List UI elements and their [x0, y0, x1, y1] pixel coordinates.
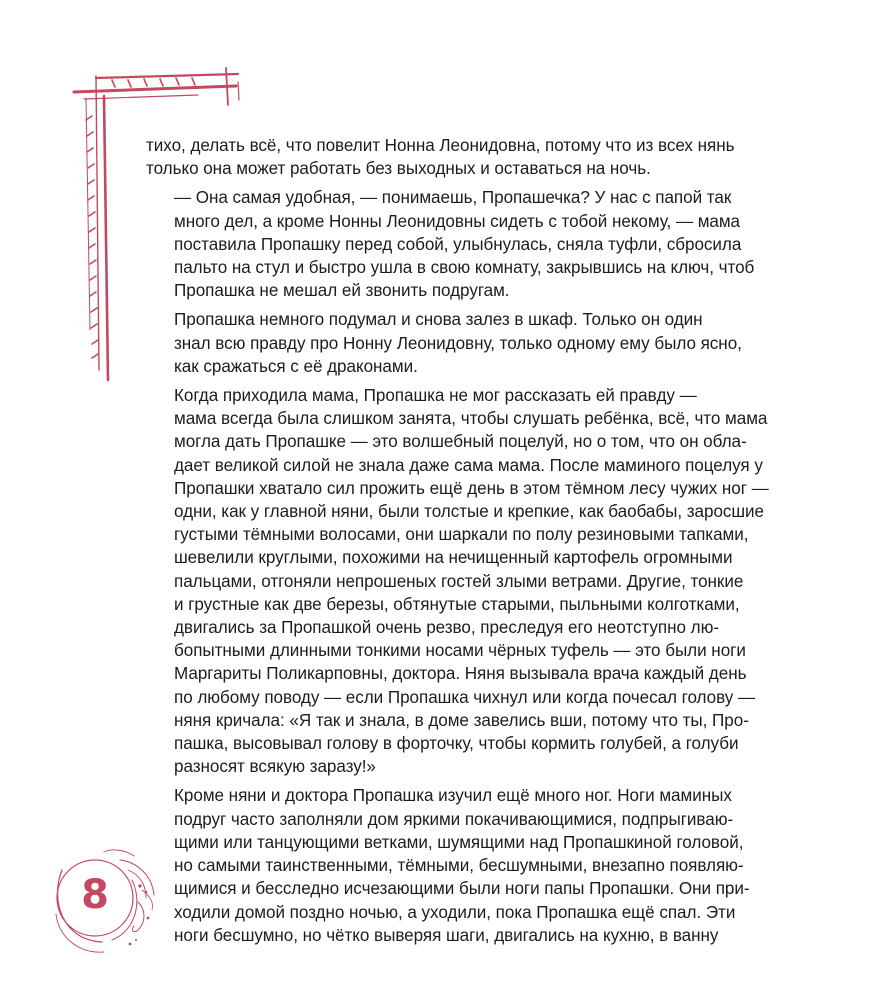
- text-line: дает великой силой не знала даже сама мама. После маминого поцелуя у: [174, 455, 763, 475]
- text-line: разносят всякую заразу!»: [174, 757, 376, 777]
- paragraph: [146, 134, 786, 180]
- paragraph: [146, 186, 786, 302]
- paragraph: [146, 784, 786, 946]
- text-line: одни, как у главной няни, были толстые и крепкие, как баобабы, заросшие: [174, 502, 765, 522]
- text-line: подруг часто заполняли дом яркими покачивающимися, подпрыгиваю-: [174, 809, 734, 829]
- text-line: Пропашка немного подумал и снова залез в шкаф. Только он один: [174, 310, 703, 330]
- text-line: ходили домой поздно ночью, а уходили, пока Пропашка ещё спал. Эти: [174, 902, 736, 922]
- text-line: няня кричала: «Я так и знала, в доме завелись вши, потому что ты, Про-: [174, 710, 749, 730]
- body-text: [146, 134, 786, 953]
- text-line: и грустные как две березы, обтянутые старыми, пыльными колготками,: [174, 594, 740, 614]
- text-line: только она может работать без выходных и оставаться на ночь.: [146, 159, 651, 179]
- text-line: густыми тёмными волосами, они шаркали по полу резиновыми тапками,: [174, 525, 749, 545]
- text-line: мама всегда была слишком занята, чтобы слушать ребёнка, всё, что мама: [174, 409, 768, 429]
- text-line: бопытными длинными тонкими носами чёрных туфель — это были ноги: [174, 641, 746, 661]
- text-line: щимися и бесследно исчезающими были ноги папы Пропашки. Они при-: [174, 879, 750, 899]
- text-line: могла дать Пропашке — это волшебный поцелуй, но о том, что он обла-: [174, 432, 747, 452]
- text-line: Когда приходила мама, Пропашка не мог рассказать ей правду —: [174, 386, 697, 406]
- text-line: пашка, высовывал голову в форточку, чтобы кормить голубей, а голуби: [174, 734, 739, 754]
- text-line: — Она самая удобная, — понимаешь, Пропашечка? У нас с папой так: [174, 188, 732, 208]
- text-line: Кроме няни и доктора Пропашка изучил ещё много ног. Ноги маминых: [174, 786, 732, 806]
- text-line: пальцами, отгоняли непрошеных гостей злыми ветрами. Другие, тонкие: [174, 571, 744, 591]
- text-line: Маргариты Поликарповны, доктора. Няня вызывала врача каждый день: [174, 664, 747, 684]
- text-line: знал всю правду про Нонну Леонидовну, только одному ему было ясно,: [174, 333, 742, 353]
- page-number: 8: [81, 872, 109, 918]
- text-line: как сражаться с её драконами.: [174, 356, 418, 376]
- text-line: пальто на стул и быстро ушла в свою комнату, закрывшись на ключ, чтоб: [174, 258, 755, 278]
- text-line: ноги бесшумно, но чётко выверяя шаги, двигались на кухню, в ванну: [174, 925, 719, 945]
- text-line: много дел, а кроме Нонны Леонидовны сидеть с тобой некому, — мама: [174, 211, 741, 231]
- text-line: Пропашки хватало сил прожить ещё день в этом тёмном лесу чужих ног —: [174, 478, 769, 498]
- text-line: но самыми таинственными, тёмными, бесшумными, внезапно появляю-: [174, 856, 744, 876]
- text-line: тихо, делать всё, что повелит Нонна Леонидовна, потому что из всех нянь: [146, 136, 735, 155]
- text-line: шевелили круглыми, похожими на нечищенный картофель огромными: [174, 548, 733, 568]
- text-line: двигались за Пропашкой очень резво, преследуя его неотступно лю-: [174, 618, 719, 638]
- paragraph: [146, 384, 786, 778]
- text-line: Пропашка не мешал ей звонить подругам.: [174, 281, 510, 301]
- text-line: по любому поводу — если Пропашка чихнул или когда почесал голову —: [174, 687, 756, 707]
- text-line: поставила Пропашку перед собой, улыбнулась, сняла туфли, сбросила: [174, 234, 742, 254]
- text-line: щими или танцующими ветками, шумящими над Пропашкиной головой,: [174, 832, 744, 852]
- paragraph: [146, 308, 786, 378]
